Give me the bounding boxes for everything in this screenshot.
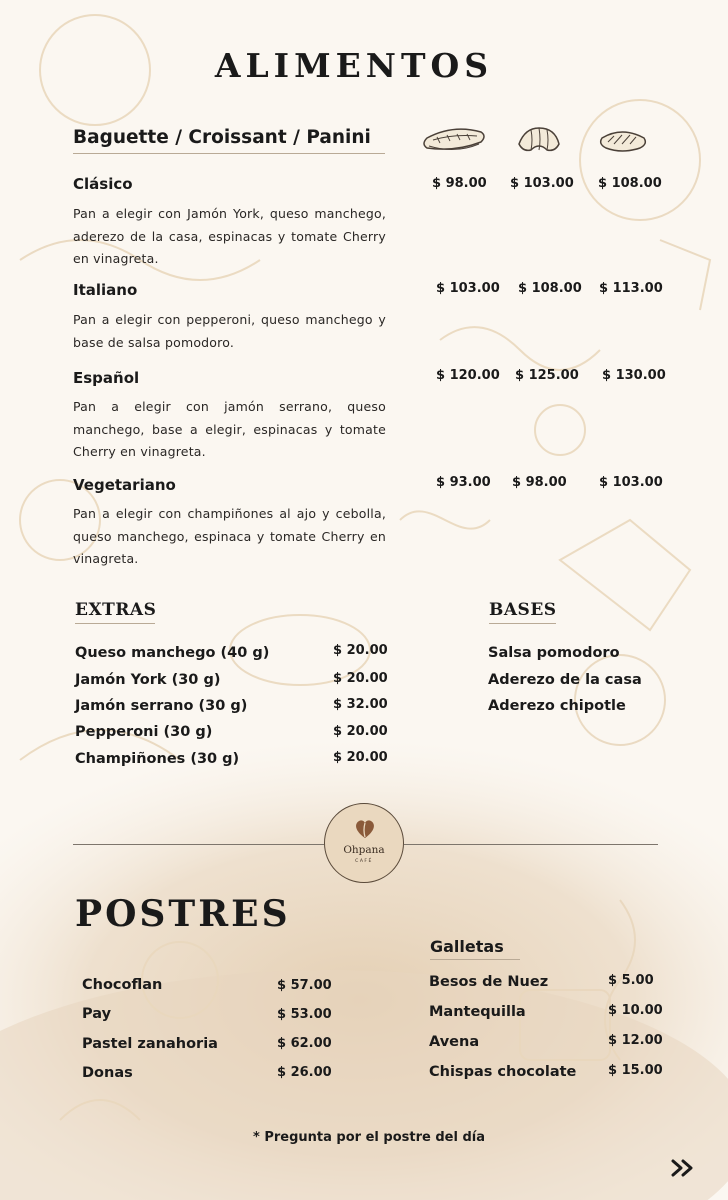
galletas-underline [430, 959, 520, 960]
postre-name: Chocoflan [82, 977, 163, 993]
galleta-price: $ 15.00 [608, 1063, 663, 1078]
postres-title: POSTRES [75, 893, 291, 935]
item-price: $ 108.00 [518, 281, 582, 296]
item-price: $ 120.00 [436, 368, 500, 383]
extra-name: Queso manchego (40 g) [75, 645, 270, 661]
postre-price: $ 57.00 [277, 978, 332, 993]
galleta-price: $ 5.00 [608, 973, 654, 988]
item-price: $ 113.00 [599, 281, 663, 296]
item-price: $ 103.00 [510, 176, 574, 191]
panini-icon [598, 126, 648, 154]
page-title: ALIMENTOS [214, 46, 494, 85]
extra-name: Jamón serrano (30 g) [75, 698, 248, 714]
item-description: Pan a elegir con Jamón York, queso manchego, aderezo de la casa, espinacas y tomate Cherry en vinagreta. [73, 206, 386, 266]
section-heading: Baguette / Croissant / Panini [73, 127, 371, 148]
baguette-icon [421, 124, 487, 158]
postre-price: $ 26.00 [277, 1065, 332, 1080]
item-description: Pan a elegir con champiñones al ajo y cebolla, queso manchego, espinaca y tomate Cherry en vinagreta. [73, 506, 386, 566]
item-price: $ 125.00 [515, 368, 579, 383]
galleta-name: Besos de Nuez [429, 974, 549, 990]
item-price: $ 98.00 [432, 176, 487, 191]
item-price: $ 108.00 [598, 176, 662, 191]
next-page-button[interactable] [670, 1156, 698, 1180]
postre-price: $ 53.00 [277, 1007, 332, 1022]
galleta-name: Chispas chocolate [429, 1064, 577, 1080]
base-name: Aderezo chipotle [488, 698, 626, 714]
item-name: Clásico [73, 175, 133, 193]
galleta-price: $ 12.00 [608, 1033, 663, 1048]
extra-price: $ 20.00 [333, 643, 388, 658]
extra-price: $ 32.00 [333, 697, 388, 712]
postre-name: Pastel zanahoria [82, 1036, 218, 1052]
postre-name: Donas [82, 1065, 133, 1081]
item-price: $ 103.00 [436, 281, 500, 296]
item-price: $ 93.00 [436, 475, 491, 490]
logo-name: Ohpana [343, 844, 385, 856]
item-price: $ 130.00 [602, 368, 666, 383]
extra-name: Jamón York (30 g) [75, 672, 221, 688]
logo [324, 803, 404, 883]
extra-name: Champiñones (30 g) [75, 751, 240, 767]
extras-underline [75, 623, 155, 624]
divider-right [404, 844, 658, 845]
coffee-heart-icon [353, 818, 377, 840]
postre-price: $ 62.00 [277, 1036, 332, 1051]
galletas-heading: Galletas [430, 937, 504, 956]
galleta-name: Mantequilla [429, 1004, 526, 1020]
base-name: Aderezo de la casa [488, 672, 642, 688]
bases-underline [489, 623, 556, 624]
logo-subtitle: CAFÉ [355, 859, 373, 864]
croissant-icon [515, 122, 563, 158]
galleta-name: Avena [429, 1034, 480, 1050]
divider-left [73, 844, 324, 845]
extra-name: Pepperoni (30 g) [75, 724, 213, 740]
item-name: Vegetariano [73, 476, 176, 494]
postre-name: Pay [82, 1006, 112, 1022]
item-price: $ 103.00 [599, 475, 663, 490]
galleta-price: $ 10.00 [608, 1003, 663, 1018]
item-price: $ 98.00 [512, 475, 567, 490]
item-description: Pan a elegir con pepperoni, queso manchego y base de salsa pomodoro. [73, 312, 386, 350]
extra-price: $ 20.00 [333, 724, 388, 739]
section-underline [73, 153, 385, 154]
extra-price: $ 20.00 [333, 671, 388, 686]
bases-heading: BASES [489, 600, 557, 620]
base-name: Salsa pomodoro [488, 645, 620, 661]
extras-heading: EXTRAS [75, 600, 157, 620]
extra-price: $ 20.00 [333, 750, 388, 765]
double-chevron-right-icon [670, 1156, 698, 1180]
daily-dessert-note: * Pregunta por el postre del día [253, 1130, 485, 1145]
item-name: Español [73, 369, 140, 387]
item-description: Pan a elegir con jamón serrano, queso manchego, base a elegir, espinacas y tomate Cherry en vinagreta. [73, 399, 386, 459]
item-name: Italiano [73, 281, 138, 299]
